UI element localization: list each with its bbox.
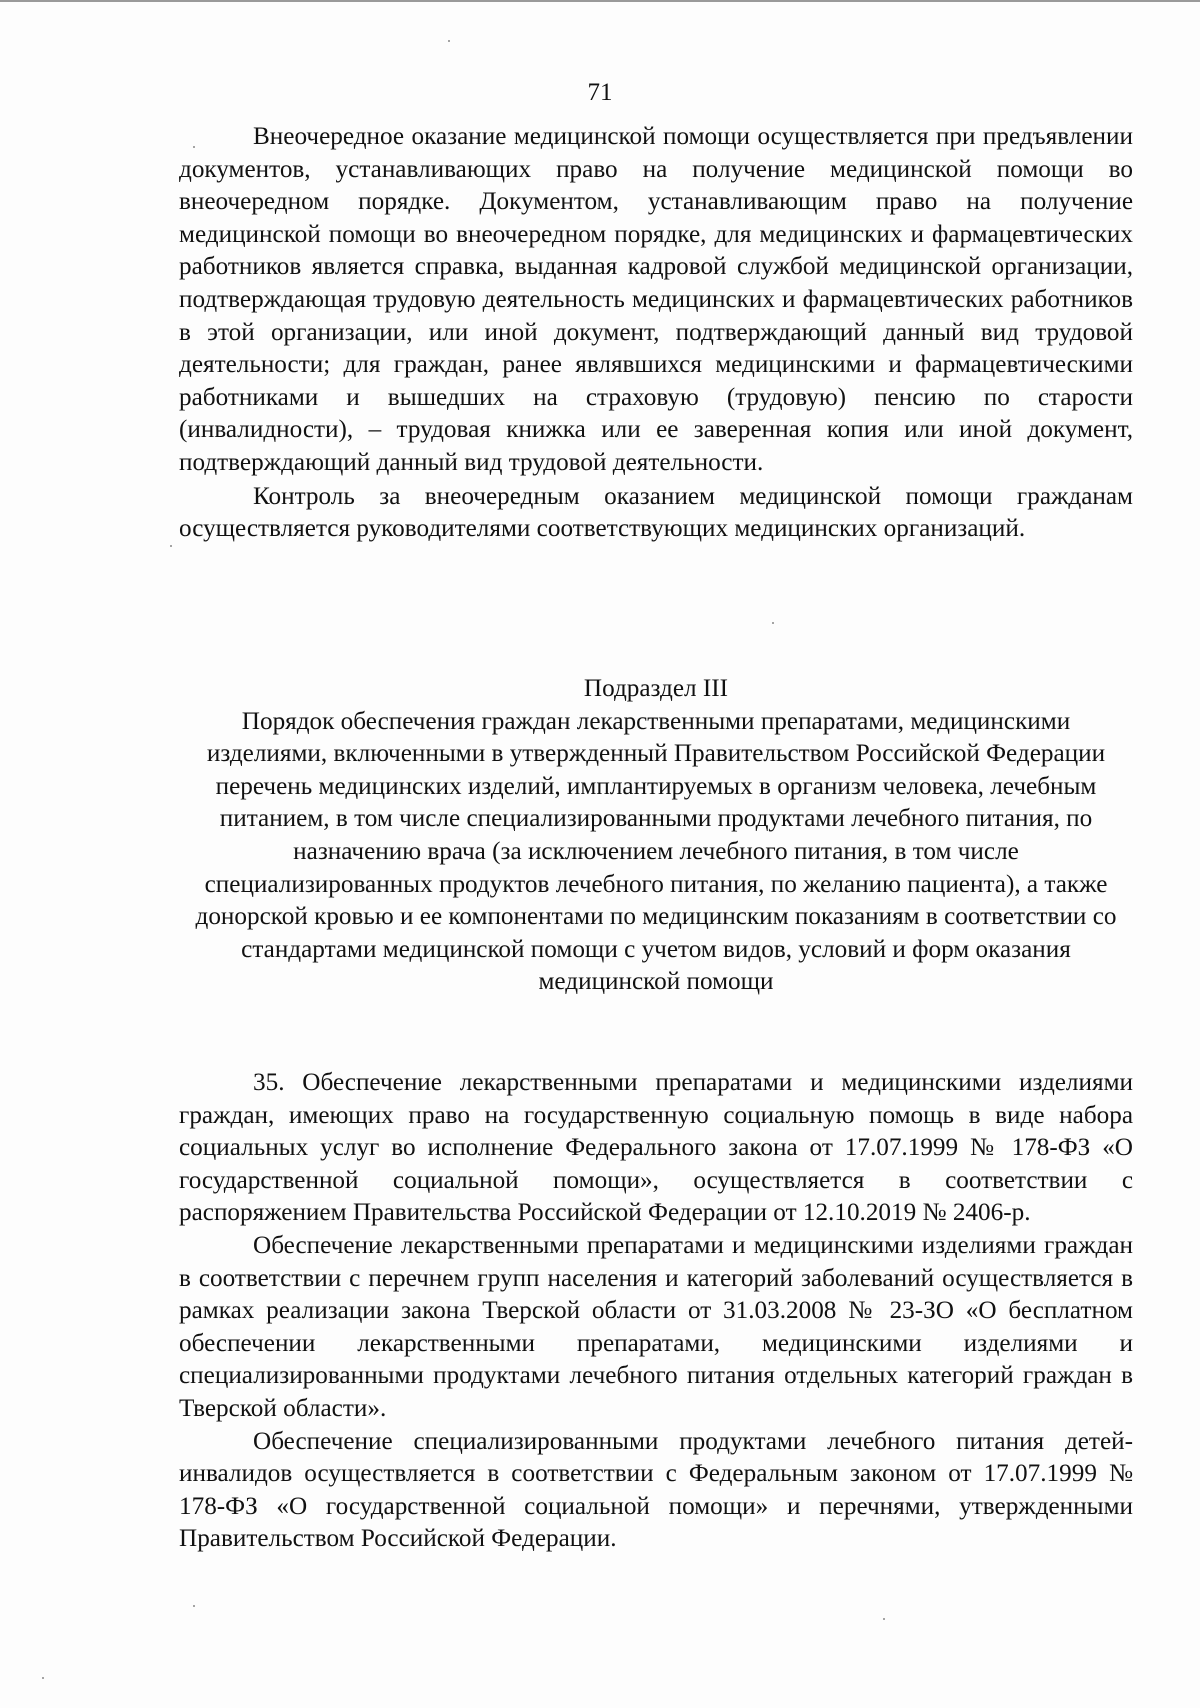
top-section — [179, 121, 1133, 546]
subsection-title: Порядок обеспечения граждан лекарственными препаратами, медицинскими изделиями, включенными в утвержденный Правительством Российской Федерации перечень медицинских изделий, имплантируемых в организм человека, лечебным питанием, в том числе специализированными продуктами лечебного питания, по назначению врача (за исключением лечебного питания, в том числе специализированных продуктов лечебного питания, по желанию пациента), а также донорской кровью и ее компонентами по медицинским показаниям в соответствии со стандартами медицинской помощи с учетом видов, условий и форм оказания медицинской помощи — [195, 707, 1117, 996]
paragraph-tver-law: Обеспечение лекарственными препаратами и медицинскими изделиями граждан в соответствии с перечнем групп населения и категорий заболеваний осуществляется в рамках реализации закона Тверской области от 31.03.2008 № 23-ЗО «О бесплатном обеспечении лекарственными препаратами, медицинскими изделиями и специализированными продуктами лечебного питания отдельных категорий граждан в Тверской области». — [179, 1231, 1133, 1422]
scan-speck — [193, 1605, 195, 1607]
scan-speck — [772, 622, 774, 624]
paragraph-priority-control: Контроль за внеочередным оказанием медицинской помощи гражданам осуществляется руководителями соответствующих медицинских организаций. — [179, 482, 1133, 543]
subsection-label: Подраздел III — [583, 675, 729, 702]
scan-speck — [42, 1677, 44, 1679]
bottom-section — [179, 1067, 1133, 1556]
paragraph-priority-care: Внеочередное оказание медицинской помощи осуществляется при предъявлении документов, устанавливающих право на получение медицинской помощи во внеочередном порядке. Документом, устанавливающим право на получение медицинской помощи во внеочередном порядке, для медицинских и фармацевтических работников является справка, выданная кадровой службой медицинской организации, подтверждающая трудовую деятельность медицинских и фармацевтических работников в этой организации, или иной документ, подтверждающий данный вид трудовой деятельности; для граждан, ранее являвшихся медицинскими и фармацевтическими работниками и вышедших на страховую (трудовую) пенсию по старости (инвалидности), – трудовая книжка или ее заверенная копия или иной документ, подтверждающий данный вид трудовой деятельности. — [179, 123, 1133, 476]
paragraph-disabled-children: Обеспечение специализированными продуктами лечебного питания детей-инвалидов осуществляется в соответствии с Федеральным законом от 17.07.1999 № 178-ФЗ «О государственной социальной помощи» и перечнями, утвержденными Правительством Российской Федерации. — [179, 1427, 1133, 1553]
scan-speck — [170, 545, 172, 547]
page-number: 71 — [587, 79, 613, 106]
scan-speck — [883, 1618, 885, 1620]
paragraph-item-35: 35. Обеспечение лекарственными препаратами и медицинскими изделиями граждан, имеющих право на государственную социальную помощь в виде набора социальных услуг во исполнение Федерального закона от 17.07.1999 № 178-ФЗ «О государственной социальной помощи», осуществляется в соответствии с распоряжением Правительства Российской Федерации от 12.10.2019 № 2406-р. — [179, 1069, 1133, 1227]
subsection-heading — [179, 673, 1133, 999]
scan-speck — [193, 146, 195, 148]
scan-top-edge — [0, 0, 1200, 2]
scan-speck — [448, 40, 450, 42]
